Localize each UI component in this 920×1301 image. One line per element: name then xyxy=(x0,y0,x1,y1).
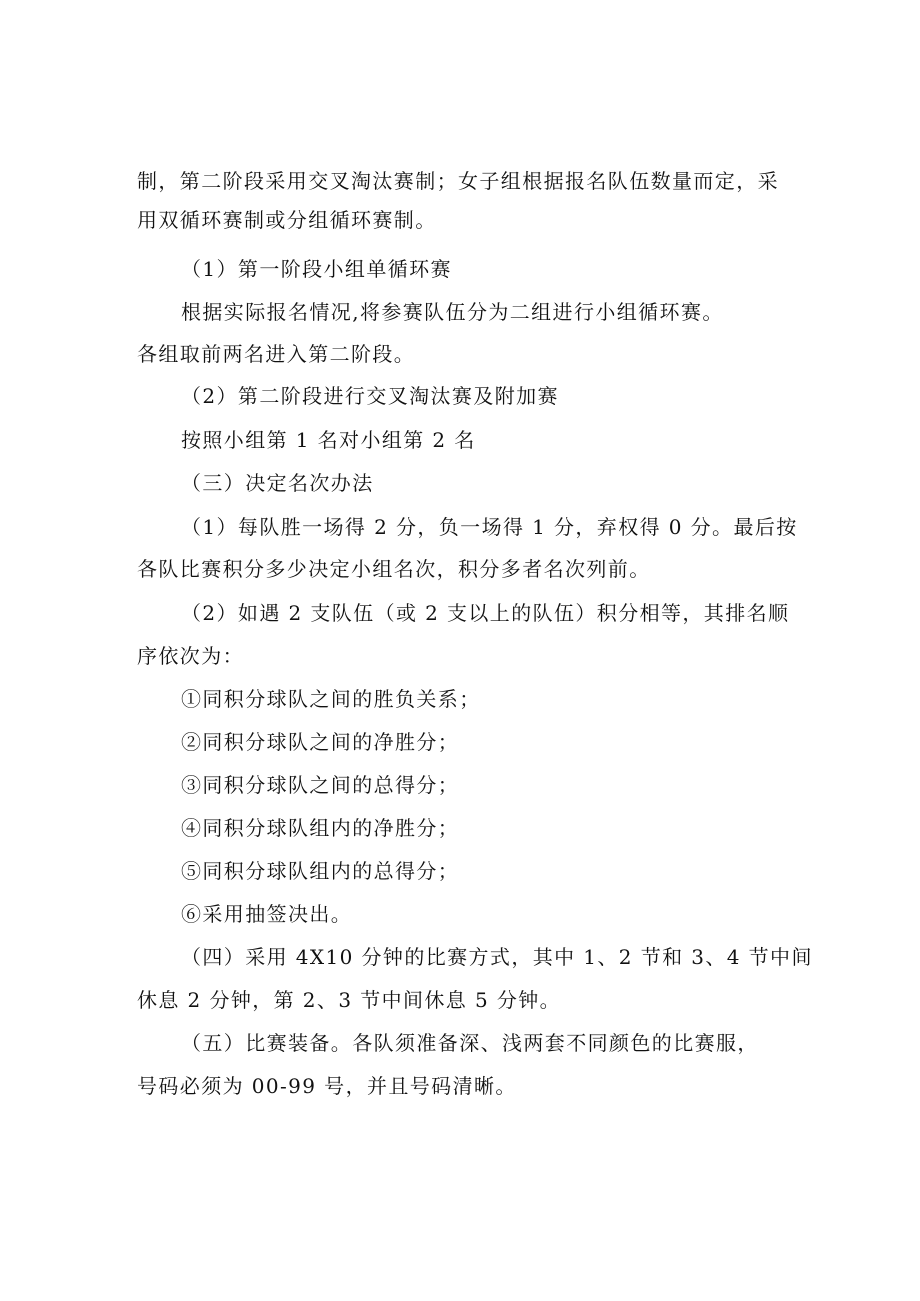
paragraph-line: 根据实际报名情况,将参赛队伍分为二组进行小组循环赛。 xyxy=(181,300,724,324)
list-item: ③同积分球队之间的总得分； xyxy=(181,773,460,797)
list-item: ①同积分球队之间的胜负关系； xyxy=(181,687,481,711)
paragraph-line: 制，第二阶段采用交叉淘汰赛制；女子组根据报名队伍数量而定，采 xyxy=(137,169,779,193)
subsection-heading: （1）第一阶段小组单循环赛 xyxy=(181,257,452,281)
paragraph-line: （五）比赛装备。各队须准备深、浅两套不同颜色的比赛服， xyxy=(181,1031,759,1055)
paragraph-line: 休息 2 分钟，第 2、3 节中间休息 5 分钟。 xyxy=(137,988,562,1012)
paragraph-line: （2）如遇 2 支队伍（或 2 支以上的队伍）积分相等，其排名顺 xyxy=(181,601,790,625)
section-heading: （三）决定名次办法 xyxy=(181,471,374,495)
paragraph-line: 序依次为： xyxy=(137,644,244,668)
paragraph-line: 各队比赛积分多少决定小组名次，积分多者名次列前。 xyxy=(137,557,651,581)
paragraph-line: （四）采用 4X10 分钟的比赛方式，其中 1、2 节和 3、4 节中间 xyxy=(181,945,813,969)
subsection-heading: （2）第二阶段进行交叉淘汰赛及附加赛 xyxy=(181,384,559,408)
list-item: ⑤同积分球队组内的总得分； xyxy=(181,859,460,883)
paragraph-line: 号码必须为 00-99 号，并且号码清晰。 xyxy=(137,1074,517,1098)
paragraph-line: 各组取前两名进入第二阶段。 xyxy=(137,342,416,366)
paragraph-line: 按照小组第 1 名对小组第 2 名 xyxy=(181,428,476,452)
list-item: ②同积分球队之间的净胜分； xyxy=(181,730,460,754)
paragraph-line: 用双循环赛制或分组循环赛制。 xyxy=(137,208,437,232)
list-item: ⑥采用抽签决出。 xyxy=(181,902,353,926)
list-item: ④同积分球队组内的净胜分； xyxy=(181,816,460,840)
paragraph-line: （1）每队胜一场得 2 分，负一场得 1 分，弃权得 0 分。最后按 xyxy=(181,515,798,539)
